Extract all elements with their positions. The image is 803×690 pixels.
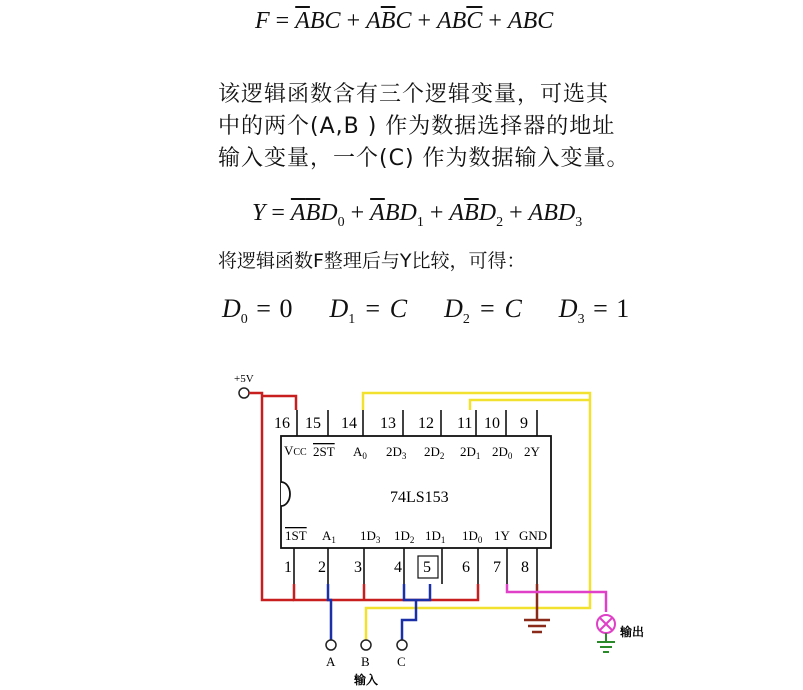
label-1st: 1ST xyxy=(285,528,307,543)
output-lamp xyxy=(597,615,615,652)
label-1y: 1Y xyxy=(494,528,510,543)
supply-terminal xyxy=(239,388,249,398)
pin-2: 2 xyxy=(318,559,326,576)
supply-label: +5V xyxy=(234,373,254,385)
wire-blue xyxy=(328,584,430,640)
pin-3: 3 xyxy=(354,559,362,576)
pin-9: 9 xyxy=(520,415,528,432)
input-b-label: B xyxy=(361,654,370,669)
label-2d1: $2D_1$ xyxy=(460,444,481,461)
result-formula: $D_0 = 0$ $D_1 = C$ $D_2 = C$ $D_3 = 1$ xyxy=(222,294,630,328)
description-line-2: 中的两个(A,B ) 作为数据选择器的地址 xyxy=(218,114,616,139)
input-c-terminal xyxy=(397,640,407,650)
pin-7: 7 xyxy=(493,559,501,576)
label-1d0: $1D_0$ xyxy=(462,528,483,545)
bottom-pin-numbers xyxy=(284,559,529,576)
input-a-label: A xyxy=(326,654,336,669)
label-1d1: $1D_1$ xyxy=(425,528,446,545)
pin-5: 5 xyxy=(423,559,431,576)
pin-12: 12 xyxy=(418,415,434,432)
pin-6: 6 xyxy=(462,559,470,576)
pin-1: 1 xyxy=(284,559,292,576)
compare-text: 将逻辑函数F整理后与Y比较，可得： xyxy=(218,250,526,272)
pin-14: 14 xyxy=(341,415,357,432)
label-a0: $A_0$ xyxy=(353,444,367,461)
label-2d0: $2D_0$ xyxy=(492,444,513,461)
output-caption: 输出 xyxy=(620,625,645,639)
pin-11: 11 xyxy=(457,415,473,432)
label-1d2: $1D_2$ xyxy=(394,528,415,545)
chip-name: 74LS153 xyxy=(390,489,449,506)
input-caption: 输入 xyxy=(354,673,379,687)
input-c-label: C xyxy=(397,654,406,669)
pin-8: 8 xyxy=(521,559,529,576)
pin-10: 10 xyxy=(484,415,500,432)
label-vcc: VCC xyxy=(284,443,307,458)
label-a1: $A_1$ xyxy=(322,528,336,545)
top-pins xyxy=(297,410,537,436)
label-1d3: $1D_3$ xyxy=(360,528,381,545)
top-pin-numbers xyxy=(274,415,528,432)
pin-15: 15 xyxy=(305,415,321,432)
description-line-3: 输入变量，一个(C) 作为数据输入变量。 xyxy=(218,146,630,171)
input-b-terminal xyxy=(361,640,371,650)
formula-y: $Y = \overline{A}\overline{B}D_0 + \overline{A}BD_1 + A\overline{B}D_2 + ABD_3$ xyxy=(252,200,583,230)
formula-f: $F = \overline{A}BC + A\overline{B}C + AB\overline{C}$ + ABC xyxy=(255,8,554,34)
label-2d3: $2D_3$ xyxy=(386,444,407,461)
pin-13: 13 xyxy=(380,415,396,432)
label-2y: 2Y xyxy=(524,444,540,459)
pin-4: 4 xyxy=(394,559,402,576)
label-gnd: GND xyxy=(519,528,548,543)
label-2d2: $2D_2$ xyxy=(424,444,445,461)
label-2st: 2ST xyxy=(313,444,335,459)
input-a-terminal xyxy=(326,640,336,650)
pin-16: 16 xyxy=(274,415,290,432)
description-line-1: 该逻辑函数含有三个逻辑变量，可选其 xyxy=(218,82,610,107)
